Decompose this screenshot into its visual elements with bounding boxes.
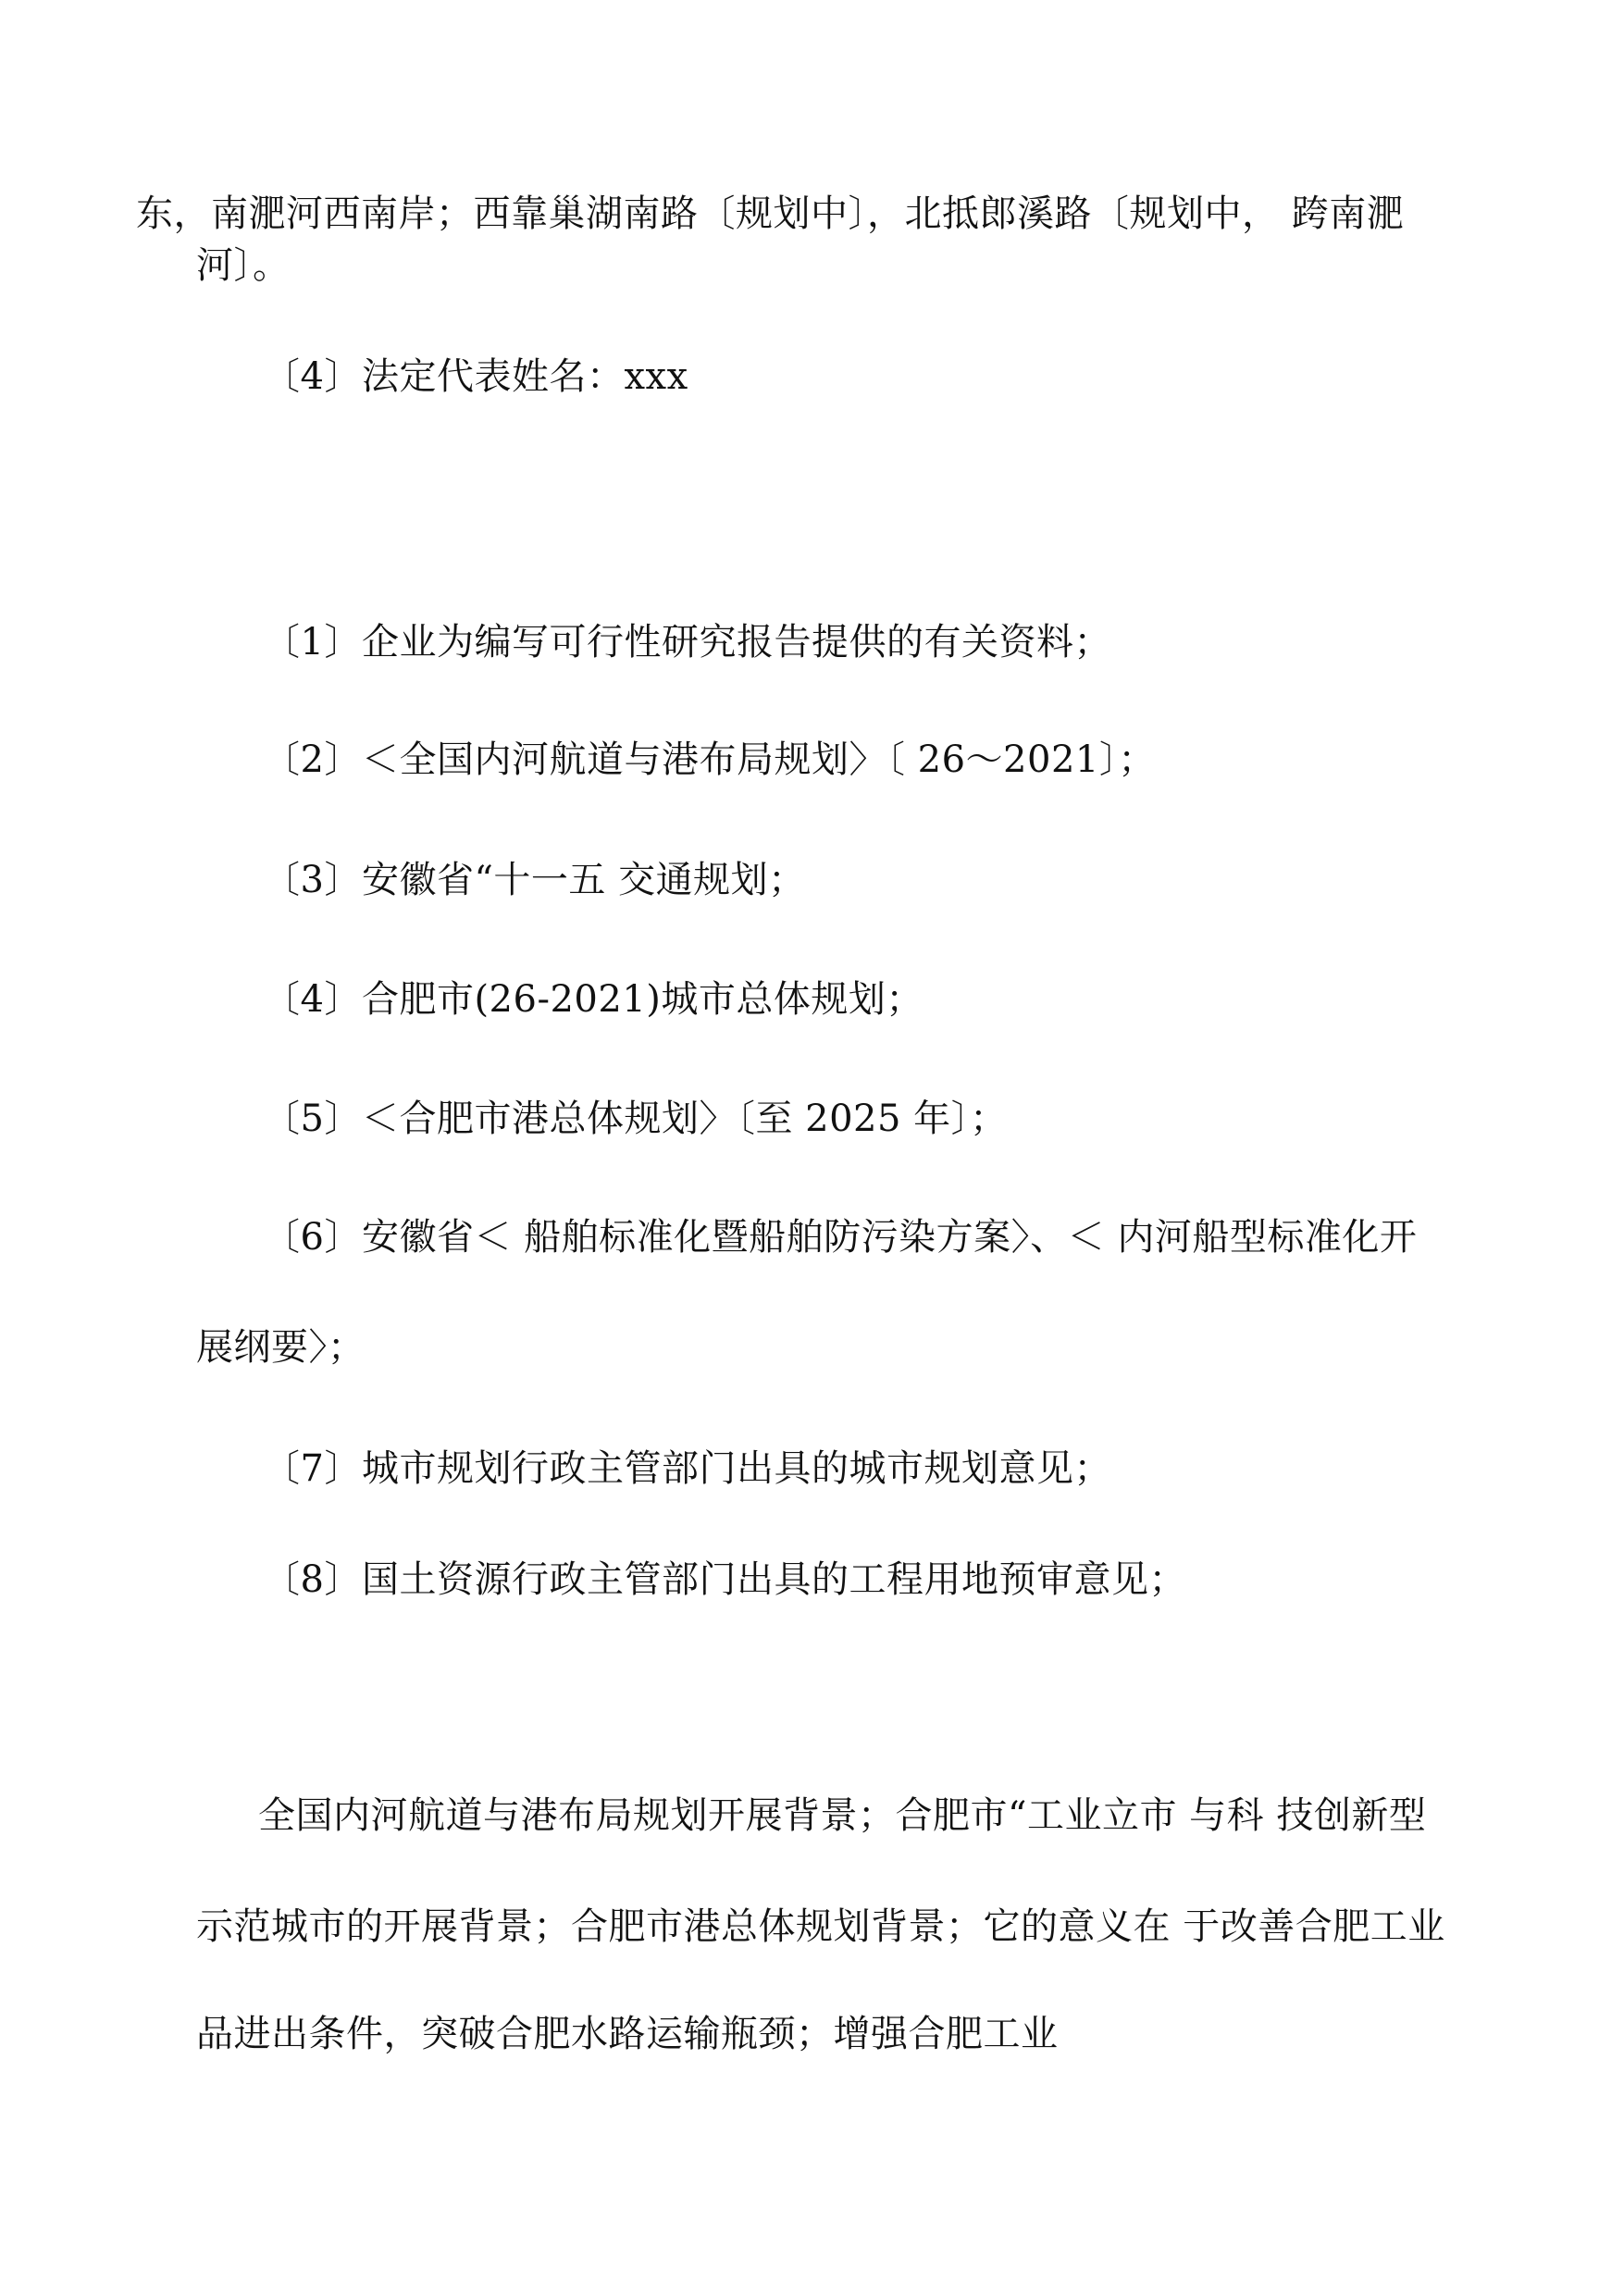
list-item-basis-1: 〔1〕企业为编写可行性研究报告提供的有关资料； <box>263 621 1111 664</box>
text-line-legal-representative: 〔4〕法定代表姓名：xxx <box>263 355 688 398</box>
paragraph-background-line-3: 品进出条件，突破合肥水路运输瓶颈；增强合肥工业 <box>196 2013 1059 2055</box>
list-item-basis-7: 〔7〕城市规划行政主管部门出具的城市规划意见； <box>263 1447 1111 1490</box>
list-item-basis-3: 〔3〕安徽省“十一五 交通规划； <box>263 859 806 901</box>
list-item-basis-5: 〔5〕＜合肥市港总体规划〉〔至 2025 年〕； <box>263 1098 1008 1140</box>
text-line-location-end: 河〕。 <box>196 244 291 287</box>
text-line-location-continued: 东，南淝河西南岸；西靠巢湖南路〔规划中〕，北抵郎溪路〔规划中， 跨南淝 <box>136 192 1405 235</box>
paragraph-background-line-1: 全国内河航道与港布局规划开展背景；合肥市“工业立市 与科 技创新型 <box>258 1794 1427 1837</box>
list-item-basis-6-continued: 展纲要〉； <box>196 1326 366 1369</box>
list-item-basis-2: 〔2〕＜全国内河航道与港布局规划〉〔 26〜2021〕； <box>263 738 1156 781</box>
paragraph-background-line-2: 示范城市的开展背景；合肥市港总体规划背景；它的意义在 于改善合肥工业 <box>196 1905 1445 1948</box>
list-item-basis-6: 〔6〕安徽省＜ 船舶标准化暨船舶防污染方案〉、＜ 内河船型标准化开 <box>263 1216 1418 1259</box>
list-item-basis-8: 〔8〕国土资源行政主管部门出具的工程用地预审意见； <box>263 1558 1186 1601</box>
list-item-basis-4: 〔4〕合肥市(26-2021)城市总体规划； <box>263 978 924 1021</box>
